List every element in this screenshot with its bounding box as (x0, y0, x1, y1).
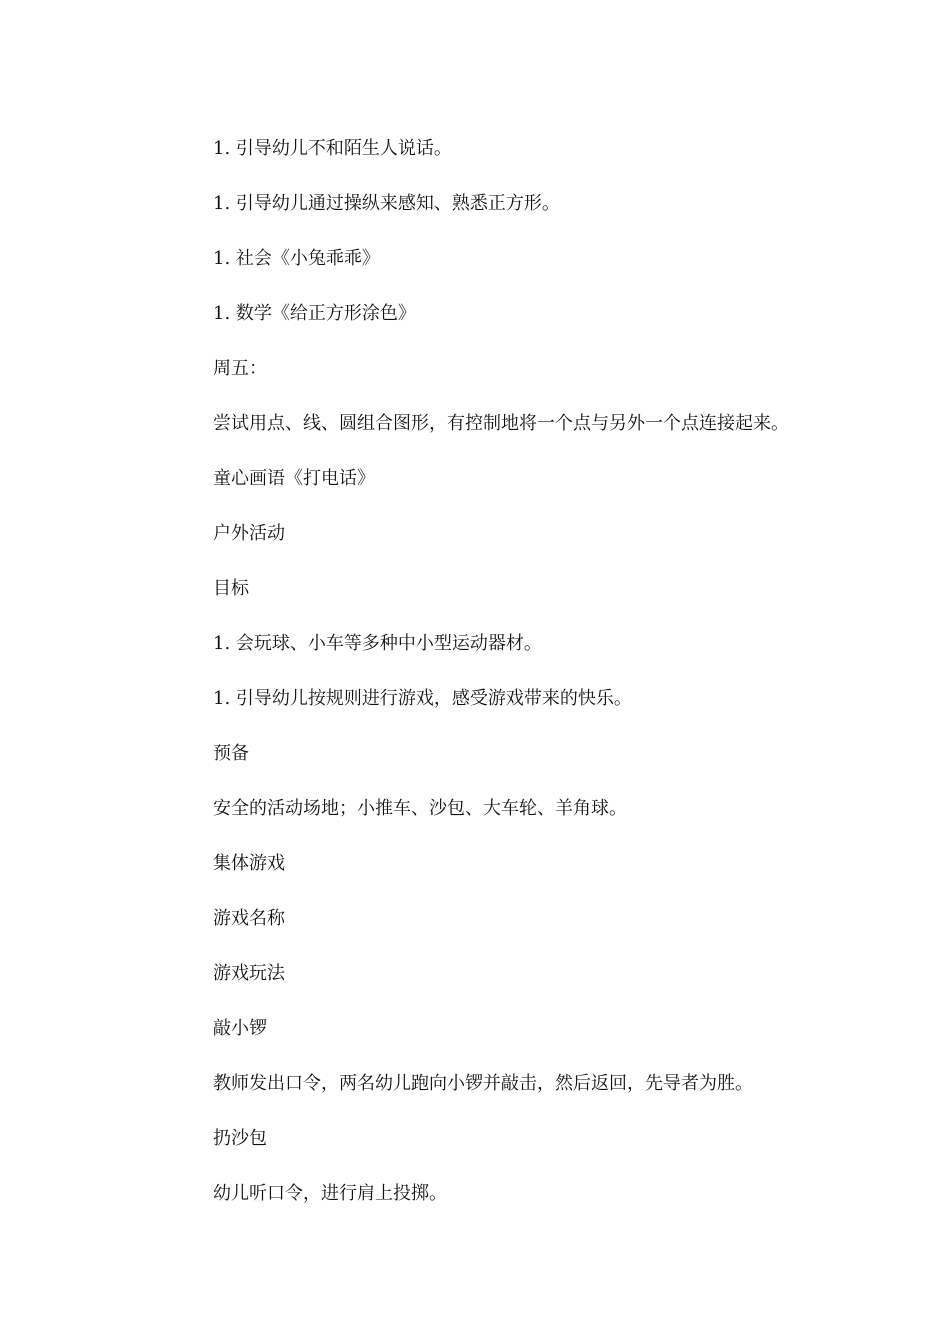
document-body (213, 135, 853, 1235)
paragraph-goal-equipment: 1. 会玩球、小车等多种中小型运动器材。 (213, 633, 542, 654)
game-title-sandbag: 扔沙包 (213, 1128, 267, 1149)
paragraph-goal-rules: 1. 引导幼儿按规则进行游戏，感受游戏带来的快乐。 (213, 688, 632, 709)
heading-friday: 周五： (213, 358, 267, 379)
paragraph-preparation: 安全的活动场地；小推车、沙包、大车轮、羊角球。 (213, 798, 627, 819)
game-title-gong: 敲小锣 (213, 1018, 267, 1039)
game-description-gong: 教师发出口令，两名幼儿跑向小锣并敲击，然后返回，先导者为胜。 (213, 1073, 753, 1094)
paragraph-drawing-goal: 尝试用点、线、圆组合图形，有控制地将一个点与另外一个点连接起来。 (213, 413, 789, 434)
paragraph-math-lesson: 1. 数学《给正方形涂色》 (213, 303, 416, 324)
heading-game-rules: 游戏玩法 (213, 963, 285, 984)
paragraph-goal-strangers: 1. 引导幼儿不和陌生人说话。 (213, 138, 452, 159)
heading-game-name: 游戏名称 (213, 908, 285, 929)
game-description-sandbag: 幼儿听口令，进行肩上投掷。 (213, 1183, 447, 1204)
paragraph-social-lesson: 1. 社会《小兔乖乖》 (213, 248, 380, 269)
heading-group-games: 集体游戏 (213, 853, 285, 874)
paragraph-drawing-lesson: 童心画语《打电话》 (213, 468, 375, 489)
paragraph-goal-square: 1. 引导幼儿通过操纵来感知、熟悉正方形。 (213, 193, 560, 214)
heading-goals: 目标 (213, 578, 249, 599)
heading-preparation: 预备 (213, 743, 249, 764)
heading-outdoor-activity: 户外活动 (213, 523, 285, 544)
